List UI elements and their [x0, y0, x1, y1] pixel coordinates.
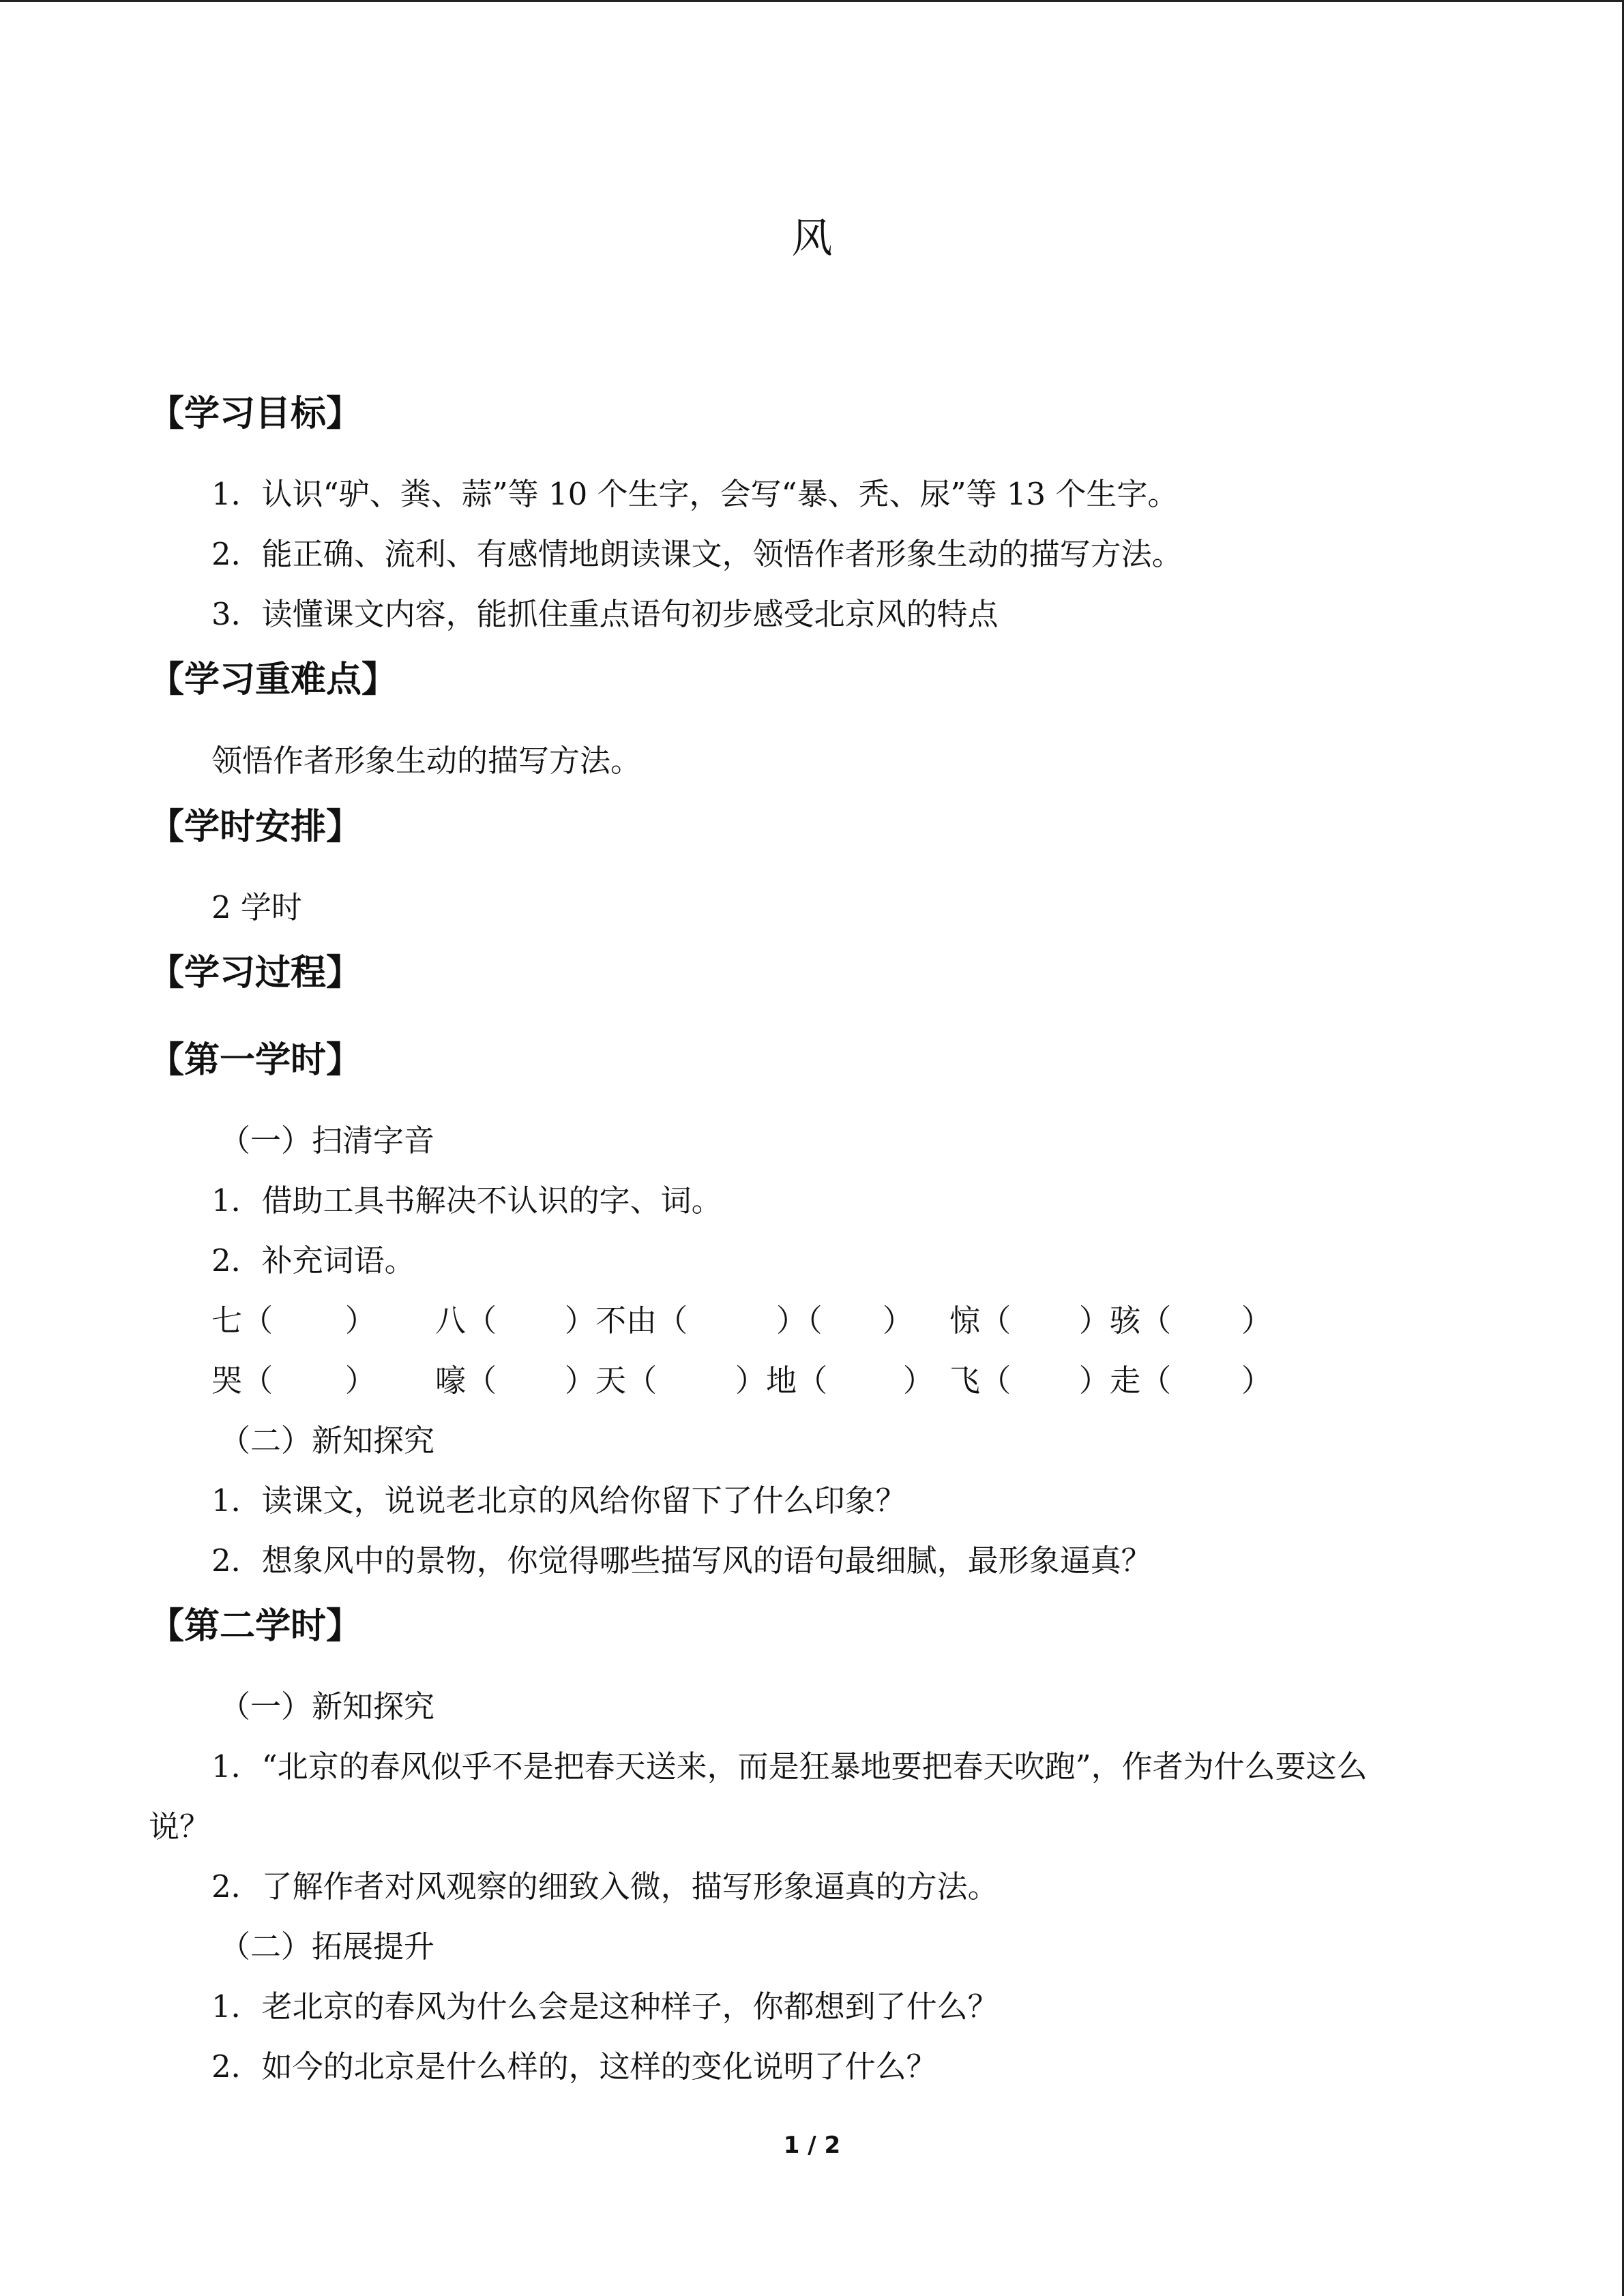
lesson1-part2-item-1: 1．读课文，说说老北京的风给你留下了什么印象？: [211, 1482, 906, 1519]
lesson2-part2-item-1: 1．老北京的春风为什么会是这种样子，你都想到了什么？: [211, 1988, 999, 2025]
blank-cell: ）不由（: [565, 1302, 688, 1339]
word-blanks-row-2: [211, 1360, 1371, 1402]
blank-cell: ）: [883, 1302, 914, 1339]
lesson1-part2-item-2: 2．想象风中的景物，你觉得哪些描写风的语句最细腻，最形象逼真？: [211, 1542, 1152, 1579]
blank-cell: 哭（: [211, 1362, 274, 1399]
blank-cell: ）: [345, 1302, 377, 1339]
lesson1-part1-item-1: 1．借助工具书解决不认识的字、词。: [211, 1182, 722, 1219]
blank-cell: ）: [1241, 1302, 1273, 1339]
lesson2-part1-title: （一）新知探究: [220, 1688, 435, 1725]
blank-cell: 八（: [435, 1302, 497, 1339]
heading-lesson-2: 【第二学时】: [149, 1606, 362, 1647]
blank-cell: 七（: [211, 1302, 274, 1339]
objective-item-2: 2．能正确、流利、有感情地朗读课文，领悟作者形象生动的描写方法。: [211, 536, 1183, 572]
blank-cell: ）骇（: [1079, 1302, 1172, 1339]
objective-item-3: 3．读懂课文内容，能抓住重点语句初步感受北京风的特点: [211, 596, 999, 632]
heading-schedule: 【学时安排】: [149, 807, 362, 848]
lesson2-part2-title: （二）拓展提升: [220, 1928, 435, 1965]
blank-cell: ）地（: [735, 1362, 828, 1399]
blank-cell: ）走（: [1079, 1362, 1172, 1399]
blank-cell: 惊（: [949, 1302, 1012, 1339]
document-title: 风: [791, 215, 833, 263]
blank-cell: ）天（: [565, 1362, 658, 1399]
key-points-text: 领悟作者形象生动的描写方法。: [211, 743, 642, 779]
lesson1-part1-title: （一）扫清字音: [220, 1122, 435, 1159]
lesson2-part1-item-1-line-2: 说？: [149, 1808, 211, 1845]
lesson2-part1-item-2: 2．了解作者对风观察的细致入微，描写形象逼真的方法。: [211, 1868, 999, 1905]
blank-cell: 嚎（: [435, 1362, 497, 1399]
lesson1-part2-title: （二）新知探究: [220, 1422, 435, 1459]
heading-objectives: 【学习目标】: [149, 393, 362, 434]
lesson2-part2-item-2: 2．如今的北京是什么样的，这样的变化说明了什么？: [211, 2048, 937, 2085]
heading-lesson-1: 【第一学时】: [149, 1040, 362, 1081]
blank-cell: ）（: [776, 1302, 823, 1339]
objective-item-1: 1．认识“驴、粪、蒜”等 10 个生字，会写“暴、秃、尿”等 13 个生字。: [211, 476, 1179, 512]
schedule-text: 2 学时: [211, 889, 302, 925]
blank-cell: 飞（: [949, 1362, 1012, 1399]
lesson2-part1-item-1-line-1: 1．“北京的春风似乎不是把春天送来，而是狂暴地要把春天吹跑”，作者为什么要这么: [211, 1748, 1368, 1785]
page-number: 1 / 2: [783, 2132, 841, 2159]
lesson1-part1-item-2: 2．补充词语。: [211, 1242, 415, 1279]
page-border-top: [0, 0, 1624, 2]
blank-cell: ）: [903, 1362, 934, 1399]
word-blanks-row-1: [211, 1300, 1371, 1342]
heading-key-points: 【学习重难点】: [149, 659, 398, 700]
blank-cell: ）: [1241, 1362, 1273, 1399]
heading-process: 【学习过程】: [149, 953, 362, 994]
blank-cell: ）: [345, 1362, 377, 1399]
